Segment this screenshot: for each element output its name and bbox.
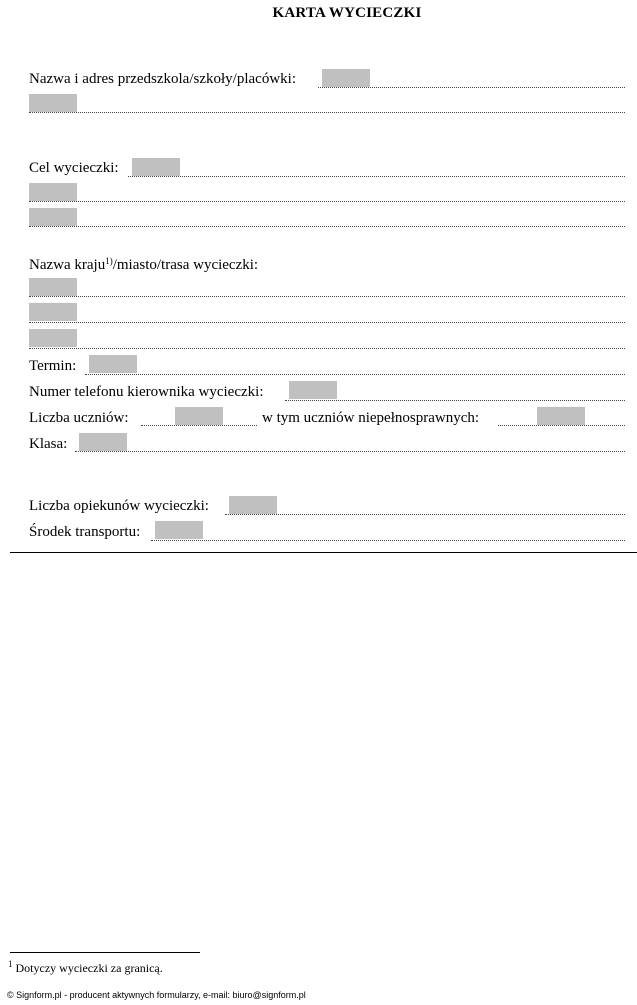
purpose-input-3[interactable] (29, 208, 77, 226)
term-input[interactable] (89, 355, 137, 373)
section-divider (10, 552, 637, 553)
disabled-students-dotted-line (498, 425, 625, 426)
purpose-dotted-line (128, 176, 625, 177)
school-label: Nazwa i adres przedszkola/szkoły/placówki: (29, 71, 296, 87)
class-label: Klasa: (29, 436, 68, 452)
purpose-input-2[interactable] (29, 183, 77, 201)
purpose-label: Cel wycieczki: (29, 160, 119, 176)
class-input[interactable] (79, 433, 127, 451)
destination-dotted-line-2 (29, 322, 625, 323)
footnote (8, 961, 163, 975)
class-dotted-line (75, 451, 625, 452)
destination-input-1[interactable] (29, 278, 77, 296)
guardians-count-label: Liczba opiekunów wycieczki: (29, 498, 209, 514)
term-label: Termin: (29, 358, 77, 374)
school-input-2[interactable] (29, 94, 77, 112)
destination-label: Nazwa kraju$^{1)}$/miasto/trasa wycieczki: (29, 256, 259, 273)
leader-phone-dotted-line (285, 400, 625, 401)
purpose-dotted-line-3 (29, 226, 625, 227)
transport-input[interactable] (155, 521, 203, 539)
term-dotted-line (85, 374, 625, 375)
transport-dotted-line (151, 540, 625, 541)
students-count-label: Liczba uczniów: (29, 410, 129, 426)
school-dotted-line-2 (29, 112, 625, 113)
disabled-students-input[interactable] (537, 407, 585, 425)
leader-phone-input[interactable] (289, 381, 337, 399)
footnote-marker: 1 (8, 959, 13, 969)
school-dotted-line (318, 87, 625, 88)
guardians-count-dotted-line (225, 514, 625, 515)
purpose-dotted-line-2 (29, 201, 625, 202)
students-count-input[interactable] (175, 407, 223, 425)
credit-line: © Signform.pl - producent aktywnych formularzy, e-mail: biuro@signform.pl (7, 990, 306, 1000)
page-title: KARTA WYCIECZKI (272, 5, 422, 21)
disabled-students-label: w tym uczniów niepełnosprawnych: (262, 410, 480, 426)
destination-input-2[interactable] (29, 303, 77, 321)
purpose-input-1[interactable] (132, 158, 180, 176)
destination-input-3[interactable] (29, 329, 77, 347)
footnote-text: Dotyczy wycieczki za granicą. (12, 961, 163, 975)
guardians-count-input[interactable] (229, 496, 277, 514)
students-count-dotted-line (141, 425, 257, 426)
destination-dotted-line-1 (29, 296, 625, 297)
destination-dotted-line-3 (29, 348, 625, 349)
school-input-1[interactable] (322, 69, 370, 87)
destination-footnote-ref: 1) (105, 256, 113, 266)
leader-phone-label: Numer telefonu kierownika wycieczki: (29, 384, 264, 400)
footnote-divider (10, 952, 200, 953)
transport-label: Środek transportu: (29, 524, 141, 540)
